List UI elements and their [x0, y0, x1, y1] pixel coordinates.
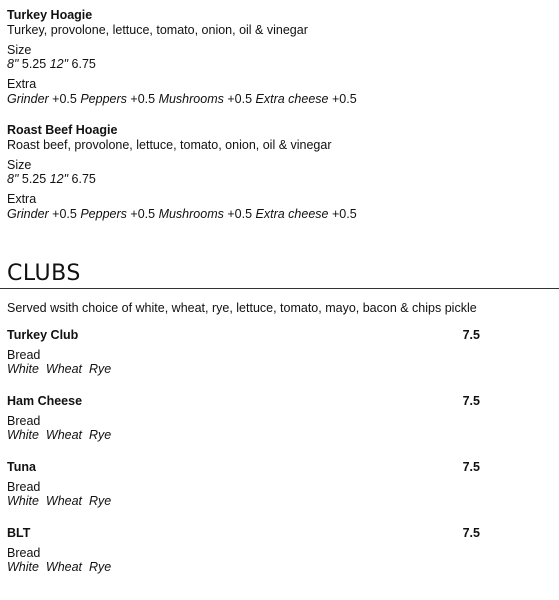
extra-option-label: Peppers	[80, 92, 127, 106]
item-description: Turkey, provolone, lettuce, tomato, onion, oil & vinegar	[7, 23, 308, 37]
bread-options	[7, 560, 111, 574]
item-name: BLT	[7, 526, 31, 540]
item-name: Tuna	[7, 460, 36, 474]
bread-options	[7, 362, 111, 376]
item-price: 7.5	[462, 526, 480, 540]
extra-option-label: Peppers	[80, 207, 127, 221]
extra-options	[7, 92, 357, 106]
extra-option-price: +0.5	[331, 207, 357, 221]
bread-label: Bread	[7, 546, 41, 560]
size-option-price: 6.75	[71, 172, 96, 186]
bread-option: Wheat	[45, 560, 83, 574]
item-description: Roast beef, provolone, lettuce, tomato, onion, oil & vinegar	[7, 138, 332, 152]
size-label: Size	[7, 43, 32, 57]
extra-option-label: Extra cheese	[255, 92, 329, 106]
bread-option: Rye	[89, 560, 112, 574]
extra-options	[7, 207, 357, 221]
extra-option-price: +0.5	[227, 207, 253, 221]
extra-option-price: +0.5	[130, 92, 156, 106]
extra-option-price: +0.5	[52, 92, 77, 106]
bread-option: White	[7, 494, 39, 508]
extra-option-label: Mushrooms	[158, 207, 224, 221]
extra-option-label: Extra cheese	[255, 207, 329, 221]
bread-options	[7, 494, 111, 508]
bread-options	[7, 428, 111, 442]
item-price: 7.5	[462, 394, 480, 408]
size-option-price: 5.25	[21, 57, 47, 71]
item-price: 7.5	[462, 328, 480, 342]
size-label: Size	[7, 158, 32, 172]
bread-option: Rye	[89, 362, 112, 376]
size-option-label: 8"	[7, 172, 19, 186]
item-name: Turkey Hoagie	[7, 8, 93, 22]
item-name: Turkey Club	[7, 328, 79, 342]
size-options	[7, 57, 96, 71]
bread-option: Wheat	[45, 494, 83, 508]
extra-option-price: +0.5	[331, 92, 357, 106]
bread-option: Wheat	[45, 362, 83, 376]
bread-option: Rye	[89, 494, 112, 508]
bread-option: White	[7, 362, 39, 376]
size-option-price: 6.75	[71, 57, 96, 71]
bread-label: Bread	[7, 480, 41, 494]
size-option-label: 12"	[49, 172, 69, 186]
extra-option-label: Grinder	[7, 207, 49, 221]
section-title-clubs: CLUBS	[7, 261, 81, 286]
size-option-price: 5.25	[21, 172, 47, 186]
size-option-label: 8"	[7, 57, 19, 71]
item-name: Ham Cheese	[7, 394, 83, 408]
extra-option-price: +0.5	[130, 207, 156, 221]
extra-option-label: Grinder	[7, 92, 49, 106]
bread-label: Bread	[7, 348, 41, 362]
size-option-label: 12"	[49, 57, 69, 71]
extra-option-price: +0.5	[227, 92, 253, 106]
item-price: 7.5	[462, 460, 480, 474]
bread-option: White	[7, 560, 39, 574]
bread-option: Rye	[89, 428, 112, 442]
extra-option-price: +0.5	[52, 207, 77, 221]
bread-option: Wheat	[45, 428, 83, 442]
item-name: Roast Beef Hoagie	[7, 123, 118, 137]
extra-label: Extra	[7, 192, 37, 206]
size-options	[7, 172, 96, 186]
section-divider	[0, 288, 559, 289]
section-description: Served wsith choice of white, wheat, rye, lettuce, tomato, mayo, bacon & chips pickle	[7, 301, 477, 315]
extra-option-label: Mushrooms	[158, 92, 224, 106]
bread-option: White	[7, 428, 39, 442]
bread-label: Bread	[7, 414, 41, 428]
extra-label: Extra	[7, 77, 37, 91]
